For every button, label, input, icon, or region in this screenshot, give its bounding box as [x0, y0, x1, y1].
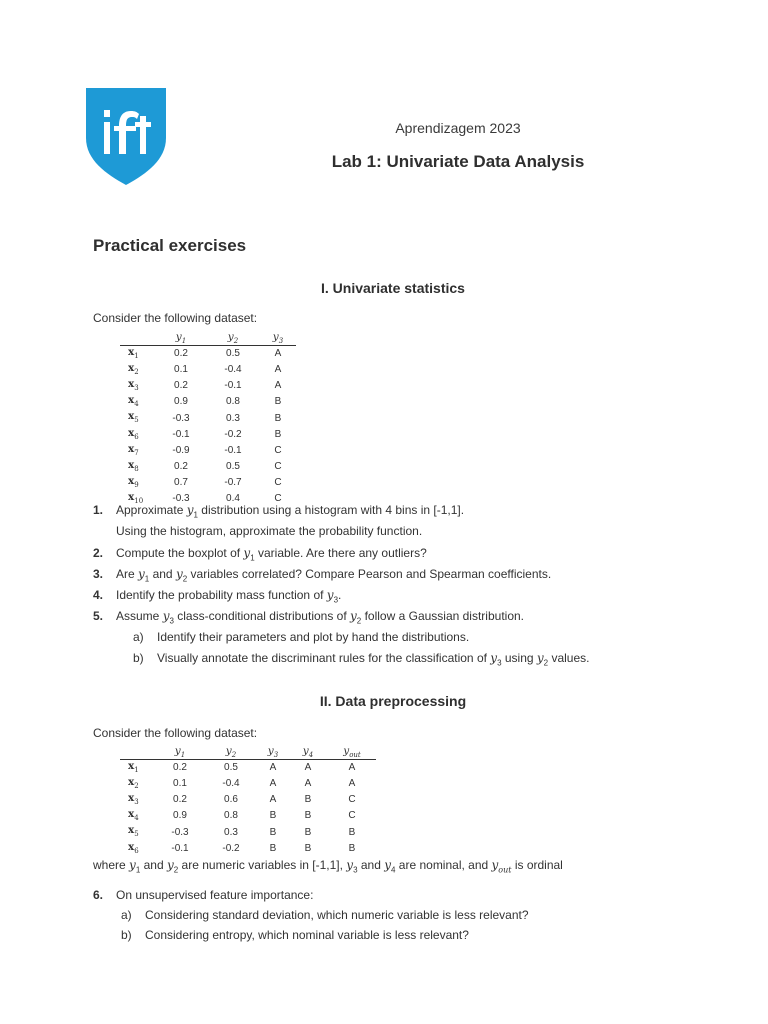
course-name: Aprendizagem 2023	[395, 120, 521, 136]
question-3: 3. Are $y_1$ and $y_2$ variables correlated? Compare Pearson and Spearman coefficients.	[93, 567, 552, 584]
table-cell: -0.1	[171, 842, 189, 854]
table-row	[120, 841, 376, 857]
column-header: $y_3$	[260, 331, 296, 346]
table-cell: B	[304, 794, 312, 806]
part2-note: where $y_1$ and $y_2$ are numeric variables in [-1,1], $y_3$ and $y_4$ are nominal, and $y_{out}$ is ordinal	[93, 858, 563, 875]
table-row	[120, 475, 296, 491]
table-row	[120, 808, 376, 824]
table-cell: C	[348, 810, 356, 822]
table-cell: A	[348, 762, 356, 774]
ist-logo	[84, 86, 168, 186]
question-5a: a) Identify their parameters and plot by hand the distributions.	[133, 630, 470, 644]
row-label: $x_5$	[128, 824, 139, 839]
table-cell: C	[274, 476, 282, 488]
table-cell: B	[274, 428, 282, 440]
table-cell: 0.5	[226, 460, 240, 472]
row-label: $x_4$	[128, 808, 139, 823]
table-cell: -0.2	[222, 842, 240, 854]
table-cell: B	[269, 810, 277, 822]
table-cell: A	[304, 778, 312, 790]
table-row	[120, 776, 376, 792]
table-cell: 0.9	[174, 396, 188, 408]
table-cell: A	[348, 778, 356, 790]
question-6b: b) Considering entropy, which nominal variable is less relevant?	[121, 928, 469, 942]
table-row	[120, 410, 296, 426]
row-label: $x_3$	[128, 792, 139, 807]
table-cell: 0.3	[226, 412, 240, 424]
table-cell: 0.3	[224, 826, 238, 838]
table-cell: -0.1	[172, 428, 190, 440]
dataset-table-1	[120, 331, 296, 507]
row-label: $x_4$	[128, 394, 139, 409]
table-cell: B	[348, 826, 356, 838]
table-cell: A	[269, 794, 277, 806]
row-label: $x_9$	[128, 474, 139, 489]
row-label: $x_8$	[128, 458, 139, 473]
table-cell: A	[274, 348, 282, 360]
table-cell: -0.1	[224, 380, 242, 392]
table-cell: 0.2	[173, 762, 187, 774]
table-cell: -0.2	[224, 428, 242, 440]
table-cell: 0.5	[226, 348, 240, 360]
column-header: $y_3$	[258, 745, 288, 760]
table-cell: 0.6	[224, 794, 238, 806]
table-cell: C	[274, 444, 282, 456]
table-row	[120, 443, 296, 459]
table-cell: -0.9	[172, 444, 190, 456]
table-row	[120, 760, 376, 777]
table-cell: -0.4	[222, 778, 240, 790]
part1-intro: Consider the following dataset:	[93, 311, 258, 325]
table-cell: 0.8	[226, 396, 240, 408]
column-header: $y_1$	[156, 745, 204, 760]
table-cell: B	[274, 396, 282, 408]
row-label: $x_6$	[128, 426, 139, 441]
row-label: $x_7$	[128, 442, 139, 457]
table-cell: C	[274, 460, 282, 472]
table-cell: B	[269, 826, 277, 838]
table-cell: -0.3	[171, 826, 189, 838]
part2-title: II. Data preprocessing	[319, 693, 467, 709]
row-label: $x_2$	[128, 776, 139, 791]
table-cell: -0.3	[172, 412, 190, 424]
table-row	[120, 378, 296, 394]
question-2: 2. Compute the boxplot of $y_1$ variable. Are there any outliers?	[93, 546, 427, 563]
table-row	[120, 362, 296, 378]
lab-title: Lab 1: Univariate Data Analysis	[331, 152, 585, 171]
dataset-table-2	[120, 745, 376, 857]
table-cell: -0.7	[224, 476, 242, 488]
table-cell: A	[274, 364, 282, 376]
row-label: $x_3$	[128, 378, 139, 393]
table-cell: B	[269, 842, 277, 854]
row-label: $x_1$	[128, 346, 139, 361]
table-cell: -0.4	[224, 364, 242, 376]
table-cell: 0.8	[224, 810, 238, 822]
question-4: 4. Identify the probability mass function of $y_3$.	[93, 588, 342, 605]
table-cell: 0.2	[174, 380, 188, 392]
table-cell: 0.1	[173, 778, 187, 790]
table-cell: A	[274, 380, 282, 392]
section-title: Practical exercises	[93, 236, 247, 255]
part1-title: I. Univariate statistics	[321, 280, 465, 296]
column-header: $y_2$	[204, 745, 258, 760]
row-label: $x_2$	[128, 362, 139, 377]
question-6: 6. On unsupervised feature importance:	[93, 888, 314, 902]
question-6a: a) Considering standard deviation, which numeric variable is less relevant?	[121, 908, 529, 922]
table-row	[120, 427, 296, 443]
question-1-continuation: Using the histogram, approximate the probability function.	[116, 524, 423, 538]
question-1: 1. Approximate $y_1$ distribution using a histogram with 4 bins in [-1,1].	[93, 503, 465, 520]
table-cell: 0.1	[174, 364, 188, 376]
table-cell: B	[274, 412, 282, 424]
table-cell: B	[304, 826, 312, 838]
row-label: $x_1$	[128, 760, 139, 775]
table-row	[120, 824, 376, 840]
table-cell: B	[304, 842, 312, 854]
table-cell: 0.9	[173, 810, 187, 822]
table-row	[120, 346, 296, 363]
column-header: $y_4$	[288, 745, 328, 760]
table-cell: 0.5	[224, 762, 238, 774]
table-row	[120, 792, 376, 808]
part2-intro: Consider the following dataset:	[93, 726, 258, 740]
question-5b: b) Visually annotate the discriminant rules for the classification of $y_3$ using $y_2$ values.	[133, 651, 590, 668]
table-cell: 0.2	[174, 348, 188, 360]
table-row	[120, 459, 296, 475]
row-label: $x_{10}$	[128, 490, 144, 506]
table-cell: C	[348, 794, 356, 806]
question-5: 5. Assume $y_3$ class-conditional distributions of $y_2$ follow a Gaussian distribution.	[93, 609, 524, 626]
table-cell: -0.1	[224, 444, 242, 456]
column-header: $y_{out}$	[328, 745, 376, 760]
table-cell: B	[348, 842, 356, 854]
table-cell: -0.3	[172, 492, 190, 504]
table-cell: 0.2	[174, 460, 188, 472]
table-cell: 0.7	[174, 476, 188, 488]
table-row	[120, 394, 296, 410]
column-header: $y_1$	[156, 331, 206, 346]
row-label: $x_6$	[128, 840, 139, 855]
table-cell: A	[304, 762, 312, 774]
table-cell: C	[274, 492, 282, 504]
row-label: $x_5$	[128, 410, 139, 425]
column-header: $y_2$	[206, 331, 260, 346]
table-cell: B	[304, 810, 312, 822]
table-cell: 0.4	[226, 492, 240, 504]
table-cell: A	[269, 762, 277, 774]
table-cell: A	[269, 778, 277, 790]
table-cell: 0.2	[173, 794, 187, 806]
